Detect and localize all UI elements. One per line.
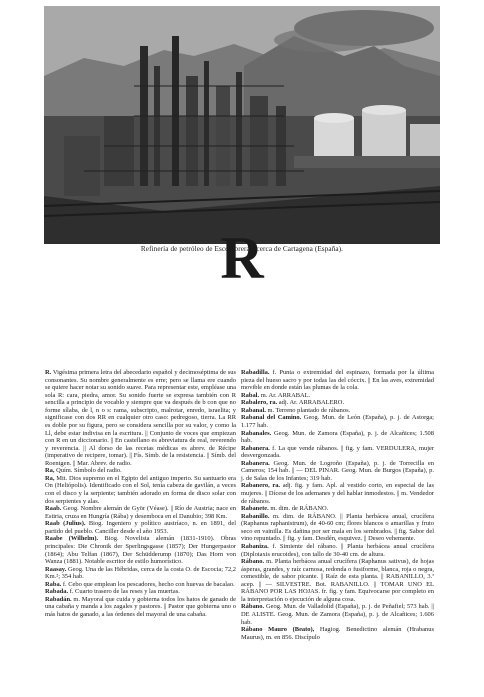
dictionary-entry [241, 505, 434, 513]
entry-headword: Rabadán. [45, 595, 72, 603]
dictionary-entry [45, 535, 236, 565]
entry-definition: f. Cebo que emplean los pescadores, hecho con huevas de bacalao. [61, 580, 235, 588]
entry-headword: Rabadilla. [241, 369, 270, 376]
entry-definition: Hagiog. Benedictino alemán (Hrabanus Maurus), m. en 856. Discípulo [241, 626, 434, 641]
entry-headword: Rábano. [241, 558, 265, 566]
entry-headword: Rabanal del Camino. [241, 414, 302, 422]
left-column [45, 369, 236, 619]
dictionary-entry [45, 596, 236, 619]
dictionary-entry [241, 626, 434, 641]
entry-definition: Geog. Mun. de León (España), p. j. de Astorga; 1.177 hab. [241, 414, 434, 429]
dictionary-entry [241, 392, 434, 400]
entry-definition: f. La que vende rábanos. || fig. y fam. VERDULERA, mujer desvergonzada. [241, 444, 434, 460]
dictionary-entry [241, 414, 434, 429]
entry-headword: Ra, [45, 467, 55, 475]
entry-definition: Geog. Nombre alemán de Györ (Véase). || Río de Austria; nace en Estiria, cruza en Hungría (Rába) y desemboca en el Danubio; 398 Km. [45, 505, 236, 520]
dictionary-entry [45, 566, 236, 581]
entry-headword: Raab (Julius). [45, 520, 86, 528]
dictionary-entry [241, 430, 434, 445]
entry-headword: Rabal. [241, 391, 260, 399]
entry-headword: Rábano Mauro (Beato), [241, 626, 315, 634]
entry-headword: Rabalero, ra. [241, 399, 278, 407]
entry-definition: Quím. Símbolo del radio. [54, 467, 122, 475]
dictionary-entry [241, 482, 434, 505]
dictionary-entry [241, 558, 434, 603]
dictionary-entry [241, 513, 434, 543]
entry-headword: Rabanillo. [241, 512, 270, 520]
dictionary-entry [241, 407, 434, 415]
entry-headword: R. [45, 369, 52, 376]
entry-definition: Geog. Mun. de Zamora (España), p. j. de Alcañices; 1.508 hab. [241, 429, 434, 445]
entry-headword: Rabanera. [241, 459, 270, 467]
dictionary-entry [45, 505, 236, 520]
entry-headword: Rábano. [241, 603, 265, 611]
entry-definition: Geog. Una de las Hébridas, cerca de la costa O. de Escocia; 72,2 Km.²; 354 hab. [45, 565, 236, 581]
entry-definition: Mit. Dios supremo en el Egipto del antiguo imperio. Su santuario era On (Heliópolis). Identificado con el Sol, tenía cabeza de gavilán, a veces con el disco y la serpiente; también adorado en forma de disco solar con dos serpientes y alas. [45, 474, 236, 505]
photo-caption: Refinería de petróleo de Escombreras, cerca de Cartagena (España). [140, 245, 344, 253]
entry-definition: Biog. Novelista alemán (1831-1910). Obras principales: Die Chronik der Sperlingsgasse (1857); Der Hungerpastor (1864); Abu Telfan (1867), Der Schüdderump (1870); Das Horn von Wanza (1881). Notable escritor de estilo humorístico. [45, 535, 236, 566]
dictionary-entry [45, 467, 236, 475]
entry-definition: Geog. Mun. de Valladolid (España), p. j. de Peñafiel; 573 hab. || DE ALISTE. Geog. Mun. de Zamora (España), p. j. de Alcañices; 1.606 hab. [241, 603, 434, 626]
entry-headword: Raabe (Wilhelm). [45, 535, 99, 543]
dictionary-entry [241, 445, 434, 460]
entry-definition: f. Cuarto trasero de las reses y las muertas. [68, 588, 180, 596]
dictionary-entry [45, 581, 236, 589]
right-column [241, 369, 434, 641]
dictionary-entry [45, 475, 236, 505]
entry-definition: f. Simiente del rábano. || Planta herbácea anual crucífera (Diplotaxis erucoides), con tallo de 30-40 cm. de altura. [241, 542, 434, 558]
section-letter-text: R [220, 225, 264, 291]
entry-definition: f. Punta o extremidad del espinazo, formada por la última pieza del hueso sacro y por todas las del cóccix. || En las aves, extremidad movible en donde están las plumas de la cola. [241, 369, 434, 392]
section-letter [0, 225, 484, 291]
dictionary-entry [45, 588, 236, 596]
entry-definition: m. dim. de RÁBANO. [268, 505, 329, 513]
entry-headword: Raasay. [45, 565, 67, 573]
dictionary-entry [45, 520, 236, 535]
entry-definition: m. Terreno plantado de rábanos. [265, 406, 351, 414]
entry-definition: m. Ar. ARRABAL. [259, 391, 311, 399]
entry-definition: m. Mayoral que cuida y gobierna todos los hatos de ganado de una cabaña y manda a los zagales y pastores. || Pastor que gobierna uno o más hatos de ganado, a las órdenes del mayoral de una cabaña. [45, 595, 236, 618]
entry-definition: adj. Ar. ARRABALERO. [277, 399, 345, 407]
dictionary-entry [241, 603, 434, 626]
dictionary-entry [241, 460, 434, 483]
entry-definition: adj. fig. y fam. Apl. al vestido corto, en especial de las mujeres. || Dícese de los ademanes y del hablar inmodestos. || m. Vendedor de rábanos. [241, 482, 435, 505]
entry-headword: Raba. [45, 580, 62, 588]
dictionary-entry [241, 399, 434, 407]
entry-definition: m. Planta herbácea anual crucífera (Raphanus sativus), de hojas ásperas, grandes, y raíz carnosa, redonda o fusiforme, blanca, roja o negra, comestible, de sabor picante. || Raíz de esta planta. || RABANILLO, 3.ª acep. || — SILVESTRE. Bot. RABANILLO. || TOMAR UNO EL RÁBANO POR LAS HOJAS. fr. fig. y fam. Equivocarse por completo en la interpretación o ejecución de alguna cosa. [241, 558, 434, 603]
dictionary-entry [241, 543, 434, 558]
entry-definition: m. dim. de RÁBANO. || Planta herbácea anual, crucífera (Raphanus raphanistrum), de 40-60 cm; flores blancos o amarillas y fruto seco en vainilla. Es dañina por ser mala en los sembrados. || fig. Sabor del vino repuntado. || fig. y fam. Desdén, esquivez. || Deseo vehemente. [241, 512, 434, 543]
entry-headword: Rabada. [45, 588, 69, 596]
entry-definition: Vigésima primera letra del abecedario español y decimoséptima de sus consonantes. Su nombre generalmente es erre; pero se llama ere cuando se quiere hacer notar su sonido suave. Para representar este, empléase una sola R: cara, piedra, amor. Su sonido fuerte se expresa también con R sencilla a principio de vocablo y siempre que va después de b con que no forme sílaba, de l, n o s: rama, subscripto, malrotar, enredo, israelita; y significase con dos RR en cualquier otro caso: pedregoso, tierra. La RR es doble por su figura, pero se considera sencilla por su valor, y como la Ll, debe estar indivisa en la escritura. || Conjunto de voces que empiezan con R en un diccionario. || En castellano es abreviatura de real, reverendo y reverencia. || Al dorso de las recetas médicas es abrev. de Récipe (imperativo de recipere, tomar). || Fís. Símb. de la resistencia. || Símb. del Roentgen. || Mar. Abrev. de radio. [45, 369, 236, 467]
dictionary-entry [45, 369, 236, 467]
entry-headword: Rabanera. [241, 444, 270, 452]
refinery-illustration [44, 6, 440, 244]
entry-headword: Rabanete. [241, 505, 269, 513]
entry-headword: Rabaniza. [241, 542, 269, 550]
entry-headword: Rabanero, ra. [241, 482, 281, 490]
entry-headword: Rabanal. [241, 406, 266, 414]
entry-definition: Geog. Mun. de Logroño (España), p. j. de Torrecilla en Cameros; 154 hab. || — DEL PINAR. Geog. Mun. de Burgos (España), p. j. de Salas de los Infantes; 319 hab. [241, 459, 434, 482]
entry-headword: Rabanales. [241, 429, 272, 437]
refinery-photo [44, 6, 440, 244]
dictionary-entry [241, 369, 434, 392]
entry-headword: Raab. [45, 505, 62, 513]
entry-headword: Ra, [45, 474, 55, 482]
entry-definition: Biog. Ingeniero y político austríaco, n. en 1891, del partido del pueblo. Canciller desde el año 1953. [45, 520, 237, 535]
